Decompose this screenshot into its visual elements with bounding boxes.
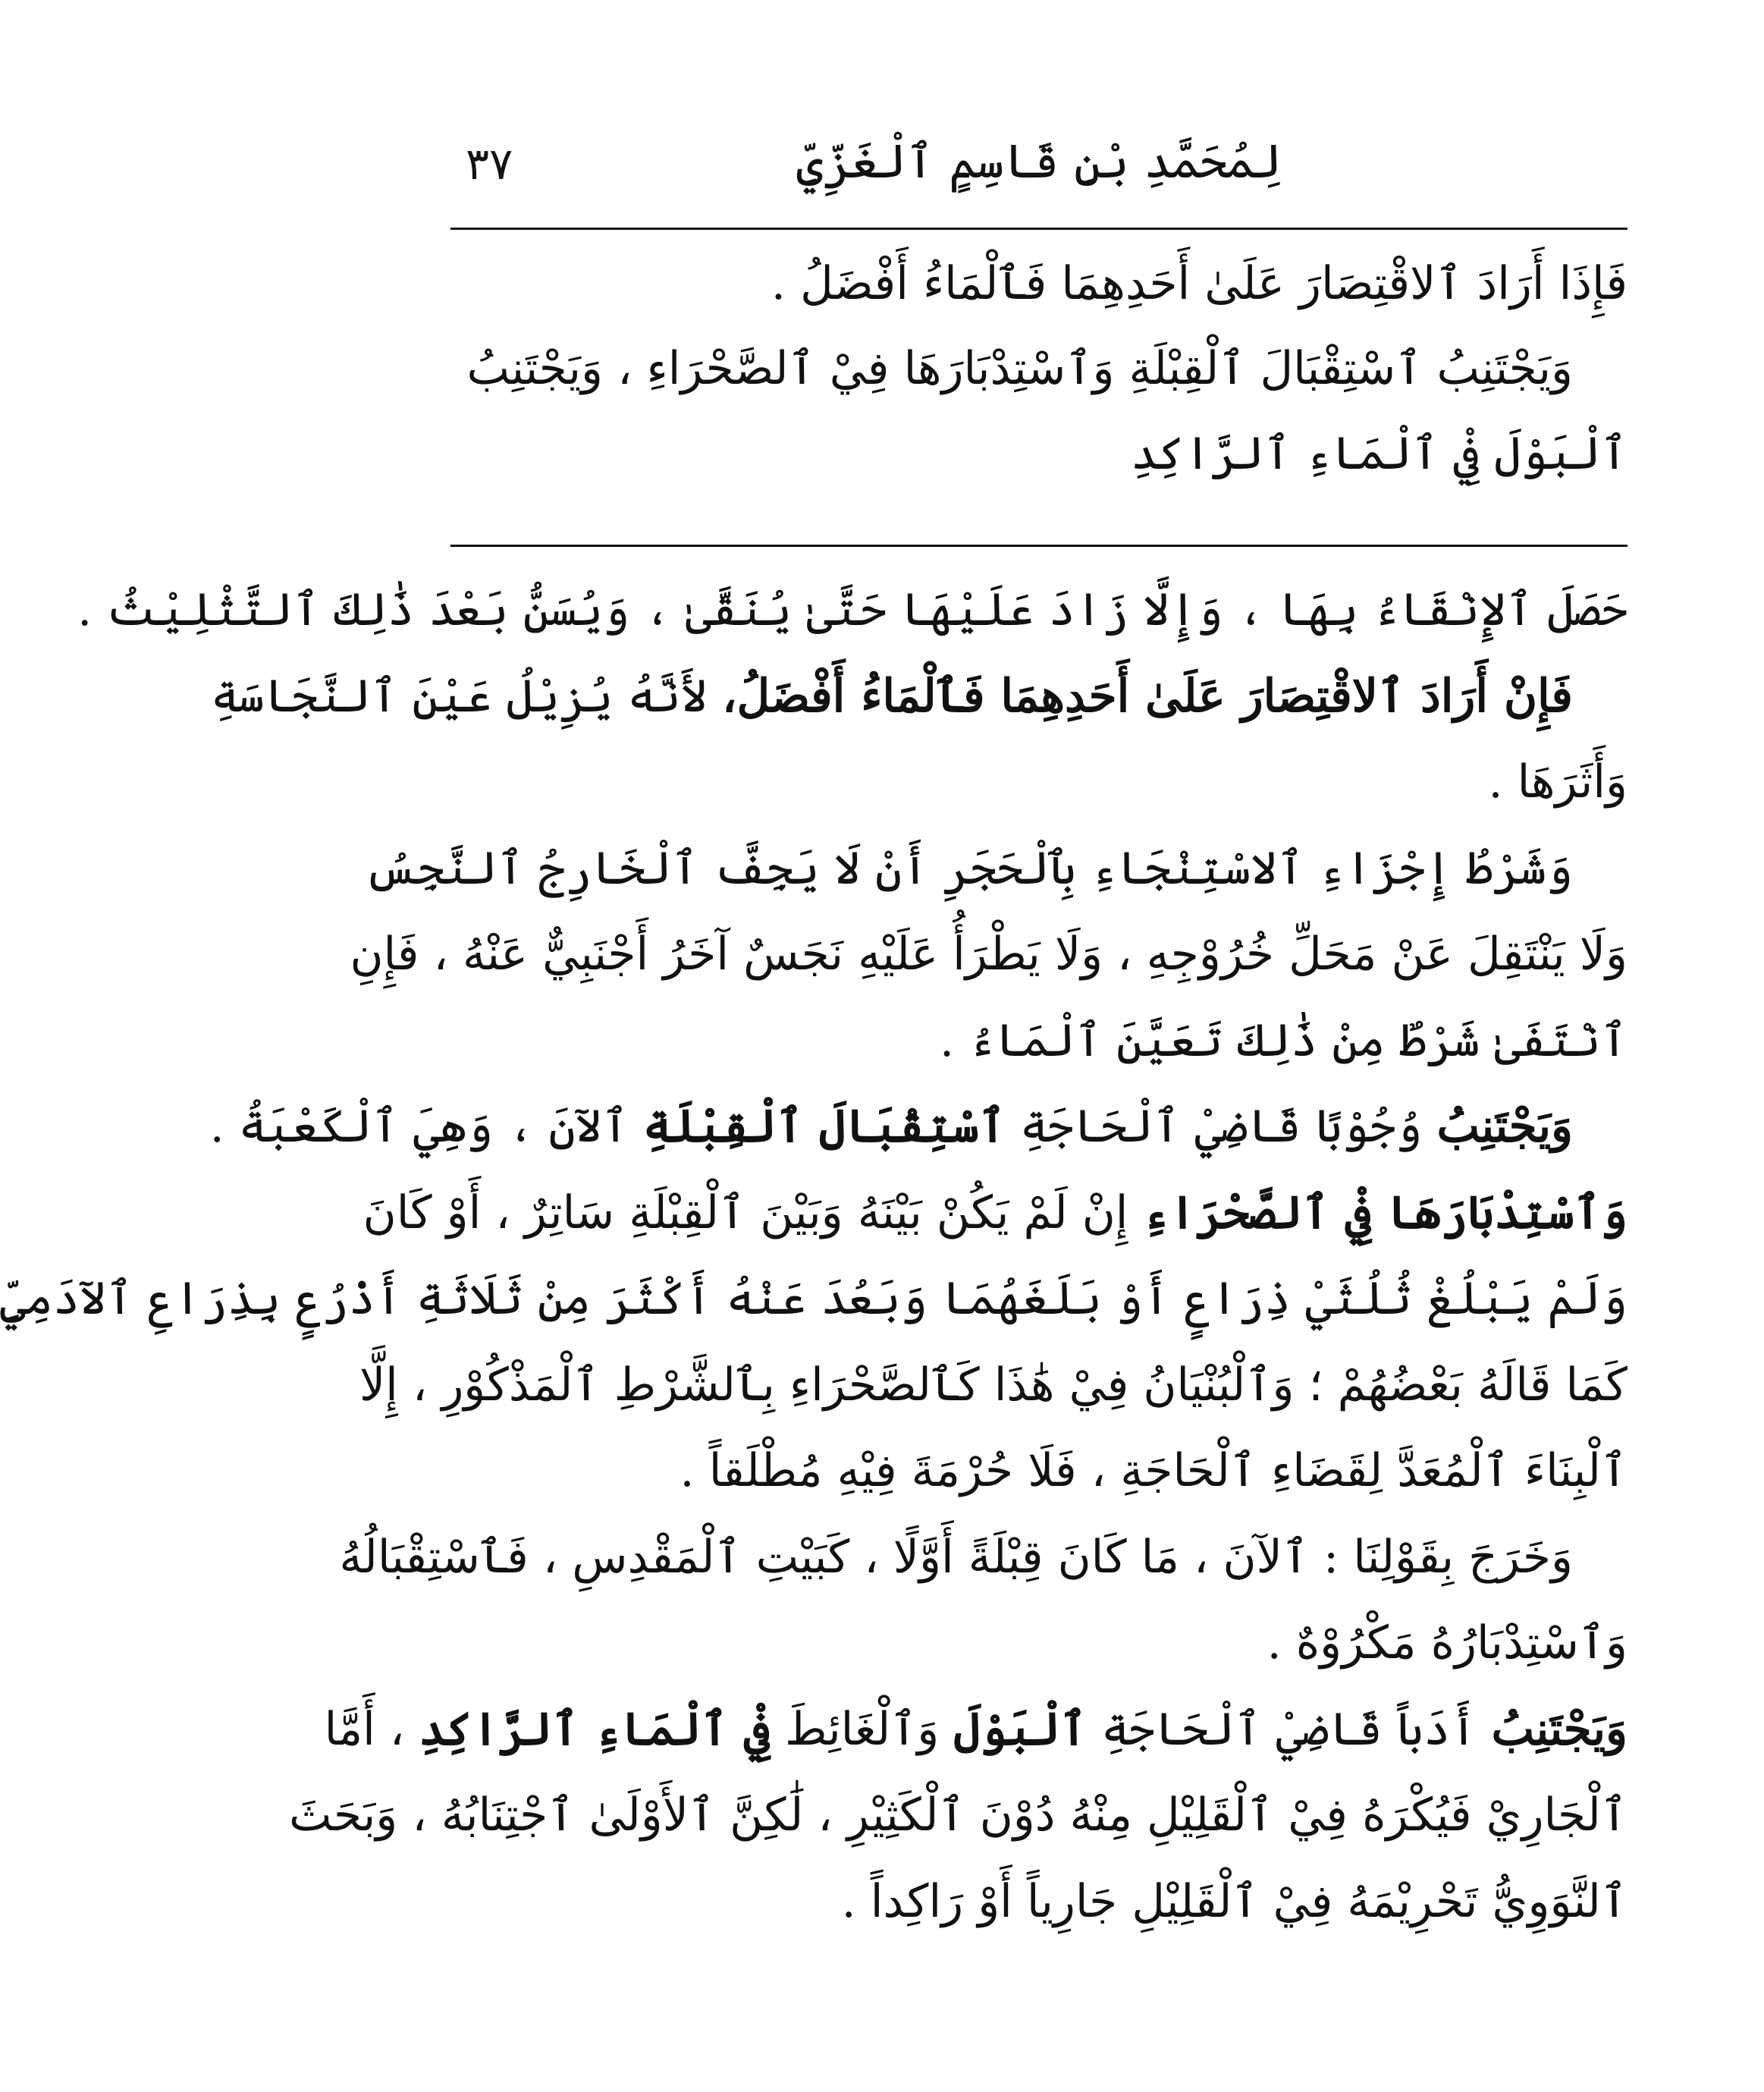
sharh-line <box>209 1084 1627 1170</box>
commentary: وُجُوْبًا قَاضِيْ ٱلْحَاجَةِ <box>1005 1100 1437 1153</box>
sharh-line: ٱلْجَارِيْ فَيُكْرَهُ فِيْ ٱلْقَلِيْلِ مِنْهُ دُوْنَ ٱلْكَثِيْرِ ، لَٰكِنَّ ٱلأَوْلَىٰ ٱجْتِنَابُهُ ، وَبَحَثَ <box>288 1789 1627 1842</box>
sharh-text <box>0 567 1627 1945</box>
page-number: ٣٧ <box>466 138 513 190</box>
matn-quote: وَيَجْتَنِبُ <box>1436 1100 1573 1153</box>
matn-line: فَإِذَا أَرَادَ ٱلاقْتِصَارَ عَلَىٰ أَحَدِهِمَا فَٱلْمَاءُ أَفْضَلُ . <box>771 257 1627 310</box>
commentary: وَٱلْغَائِطَ <box>770 1702 954 1756</box>
header-rule <box>450 228 1627 230</box>
sharh-line: ٱلنَّوَوِيُّ تَحْرِيْمَهُ فِيْ ٱلْقَلِيْلِ جَارِياً أَوْ رَاكِداً . <box>841 1874 1627 1928</box>
sharh-line <box>211 654 1627 740</box>
sharh-line: حَصَلَ ٱلإِنْقَاءُ بِهَا ، وَإِلَّا زَادَ عَلَيْهَا حَتَّىٰ يُنَقَّىٰ ، وَيُسَنُّ بَعْدَ ذَٰلِكَ ٱلتَّثْلِيْثُ . <box>77 583 1627 636</box>
sharh-line: كَمَا قَالَهُ بَعْضُهُمْ ؛ وَٱلْبُنْيَانُ فِيْ هَٰذَا كَٱلصَّحْرَاءِ بِٱلشَّرْطِ ٱلْمَذْكُوْرِ ، إِلَّا <box>359 1358 1627 1412</box>
sharh-line: وَٱسْتِدْبَارُهُ مَكْرُوْهٌ . <box>1267 1616 1627 1670</box>
sharh-line: وَلَمْ يَبْلُغْ ثُلُثَيْ ذِرَاعٍ أَوْ بَلَغَهُمَا وَبَعُدَ عَنْهُ أَكْثَرَ مِنْ ثَلَاثَةِ أَذْرُعٍ بِذِرَاعِ ٱلآدَمِيِّ <box>0 1272 1627 1325</box>
matn-line: وَيَجْتَنِبُ ٱسْتِقْبَالَ ٱلْقِبْلَةِ وَٱسْتِدْبَارَهَا فِيْ ٱلصَّحْرَاءِ ، وَيَجْتَنِبُ <box>466 342 1573 395</box>
commentary: أَدَباً قَاضِيْ ٱلْحَاجَةِ <box>1087 1702 1492 1756</box>
running-title: لِمُحَمَّدِ بْنِ قَاسِمٍ ٱلْغَزِّيِّ <box>796 133 1282 189</box>
section-divider <box>450 545 1627 547</box>
commentary: ، أَمَّا <box>324 1702 419 1756</box>
sharh-line: وَلَا يَنْتَقِلَ عَنْ مَحَلِّ خُرُوْجِهِ ، وَلَا يَطْرَأُ عَلَيْهِ نَجَسٌ آخَرُ أَجْنَبِيٌّ عَنْهُ ، فَإِنِ <box>350 928 1627 981</box>
sharh-line: ٱنْتَفَىٰ شَرْطٌ مِنْ ذَٰلِكَ تَعَيَّنَ ٱلْمَاءُ . <box>940 1013 1627 1067</box>
matn-quote: فِيْ ٱلْمَاءِ ٱلرَّاكِدِ <box>419 1702 771 1756</box>
matn-text <box>450 241 1627 496</box>
sharh-line: ٱلْبِنَاءَ ٱلْمُعَدَّ لِقَضَاءِ ٱلْحَاجَةِ ، فَلَا حُرْمَةَ فِيْهِ مُطْلَقاً . <box>680 1444 1627 1497</box>
sharh-line: وَأَثَرَهَا . <box>1488 755 1627 809</box>
matn-quote: ٱلْبَوْلَ <box>953 1702 1088 1756</box>
matn-line: ٱلْبَوْلَ فِيْ ٱلْمَاءِ ٱلرَّاكِدِ <box>1131 427 1627 480</box>
matn-quote: فَإِنْ أَرَادَ ٱلاقْتِصَارَ عَلَىٰ أَحَدِهِمَا فَٱلْمَاءُ أَفْضَلُ، <box>722 669 1573 723</box>
sharh-line: وَخَرَجَ بِقَوْلِنَا : ٱلآنَ ، مَا كَانَ قِبْلَةً أَوَّلًا ، كَبَيْتِ ٱلْمَقْدِسِ ، فَٱسْتِقْبَالُهُ <box>339 1530 1573 1584</box>
commentary: ٱلآنَ ، وَهِيَ ٱلْكَعْبَةُ . <box>209 1100 644 1153</box>
matn-quote: وَٱسْتِدْبَارَهَا فِيْ ٱلصَّحْرَاءِ <box>1142 1186 1627 1239</box>
matn-quote: وَيَجْتَنِبُ <box>1491 1702 1627 1756</box>
commentary: لأَنَّهُ يُزِيْلُ عَيْنَ ٱلنَّجَاسَةِ <box>211 669 723 723</box>
commentary: إِنْ لَمْ يَكُنْ بَيْنَهُ وَبَيْنَ ٱلْقِبْلَةِ سَاتِرٌ ، أَوْ كَانَ <box>363 1186 1143 1239</box>
sharh-line <box>363 1170 1627 1257</box>
sharh-line: وَشَرْطُ إِجْزَاءِ ٱلاسْتِنْجَاءِ بِٱلْحَجَرِ أَنْ لَا يَجِفَّ ٱلْخَارِجُ ٱلنَّجِسُ <box>364 841 1573 895</box>
sharh-line <box>324 1687 1627 1773</box>
matn-quote: ٱسْتِقْبَالَ ٱلْقِبْلَةِ <box>643 1100 1006 1153</box>
page-header <box>450 129 1627 212</box>
